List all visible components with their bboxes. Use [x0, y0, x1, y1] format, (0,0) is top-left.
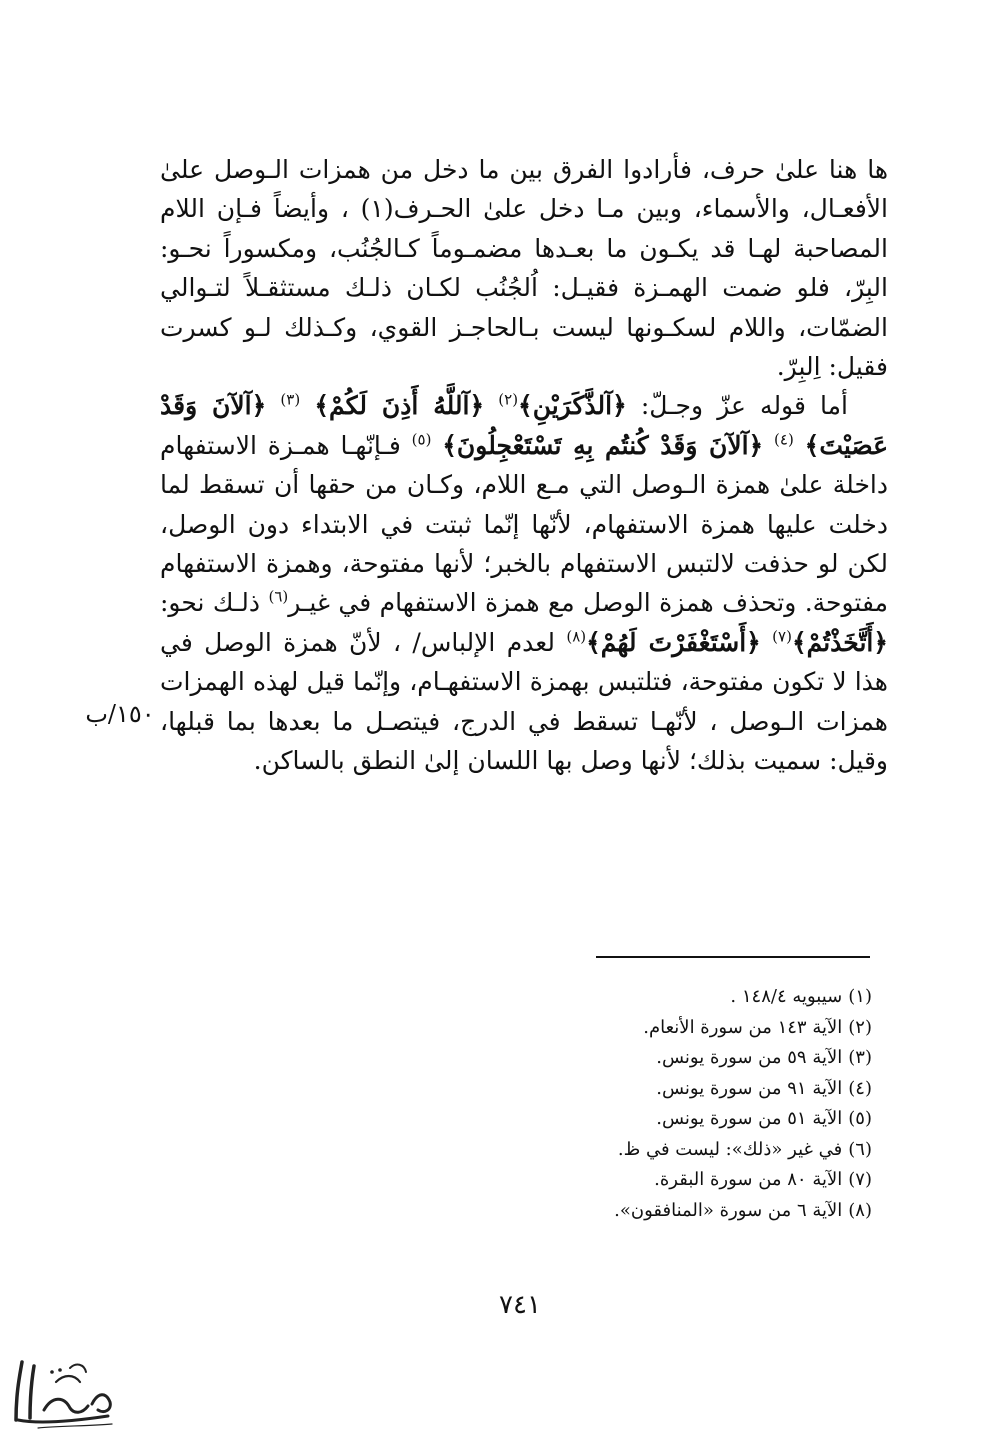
quran-quote-4: ﴿آلآنَ وَقَدْ كُنتُم بِهِ تَسْتَعْجِلُونَ﴾	[442, 430, 764, 460]
footnote-item	[560, 982, 872, 1013]
paragraph-2	[160, 386, 888, 780]
footnote-ref-8[interactable]: (٨)	[566, 627, 587, 646]
footnote-number: (٣)	[848, 1047, 872, 1068]
quran-quote-1: ﴿آلذَّكَرَيْنِ﴾	[518, 391, 627, 421]
footnote-ref-5[interactable]: (٥)	[411, 430, 432, 449]
paragraph-2-middle: فـإنّهـا همـزة الاستفهام داخلة علىٰ همزة الـوصل التي مـع اللام، وكـان من حقها أن تسقط لما دخلت عليها همزة الاستفهام، لأنّها إنّما ثبتت في الابتداء دون الوصل، لكن لو حذفت لالتبس الاستفهام بالخبر؛ لأنها مفتوحة، وهمزة الاستفهام مفتوحة. وتحذف همزة الوصل مع همزة الاستفهام في غيـر	[160, 430, 889, 618]
footnote-item	[560, 1165, 872, 1196]
footnote-text: سيبويه ١٤٨/٤ .	[730, 986, 843, 1007]
paragraph-2-middle-2: ذلـك نحو:	[160, 588, 261, 618]
footnote-item	[560, 1043, 872, 1074]
quran-quote-2: ﴿آللَّهُ أَذِنَ لَكُمْ﴾	[314, 391, 485, 421]
footnote-text: الآية ١٤٣ من سورة الأنعام.	[643, 1016, 843, 1038]
footnote-number: (٨)	[848, 1199, 872, 1221]
footnote-text: الآية ٩١ من سورة يونس.	[656, 1077, 843, 1099]
manuscript-folio-note: ١٥٠/ب	[85, 700, 155, 728]
footnote-divider	[596, 956, 870, 958]
footnote-number: (٤)	[848, 1077, 872, 1099]
footnote-number: (٢)	[848, 1016, 872, 1038]
footnote-ref-3[interactable]: (٣)	[280, 391, 301, 410]
quran-quote-5: ﴿أَتَّخَذْتُمْ﴾	[791, 627, 888, 657]
quran-quote-6: ﴿أَسْتَغْفَرْتَ لَهُمْ﴾	[586, 627, 761, 657]
footnote-text: الآية ٥٩ من سورة يونس.	[656, 1047, 843, 1068]
footnotes-list	[560, 982, 872, 1226]
quran-quote-3: ﴿آلآنَ وَقَدْ عَصَيْتَ﴾	[160, 391, 889, 460]
footnote-text: في غير «ذلك»: ليست في ظ.	[617, 1138, 843, 1160]
paragraph-2-end: لعدم الإلباس/ ، لأنّ همزة الوصل في هذا لا تكون مفتوحة، فتلتبس بهمزة الاستفهـام، وإنّما قيل لهذه الهمزات همزات الـوصل ، لأنّهـا تسقط في الدرج، فيتصـل ما بعدها بما قبلها، وقيل: سميت بذلك؛ لأنها وصل بها اللسان إلىٰ النطق بالساكن.	[160, 627, 888, 776]
footnote-item	[560, 1104, 872, 1135]
main-text	[160, 150, 888, 781]
footnote-ref-6[interactable]: (٦)	[268, 588, 289, 607]
footnote-number: (٦)	[848, 1138, 872, 1160]
calligraphy-logo-icon	[8, 1352, 120, 1432]
footnote-number: (٧)	[848, 1169, 872, 1190]
footnote-text: الآية ٥١ من سورة يونس.	[656, 1108, 843, 1129]
footnote-number: (١)	[848, 986, 872, 1007]
footnote-ref-4[interactable]: (٤)	[774, 430, 794, 449]
footnote-text: الآية ٨٠ من سورة البقرة.	[654, 1169, 843, 1190]
footnote-number: (٥)	[848, 1108, 872, 1129]
footnote-ref-7[interactable]: (٧)	[772, 627, 792, 646]
paragraph-2-start: أما قوله عزّ وجـلّ:	[640, 391, 849, 421]
page-number: ٧٤١	[499, 1290, 541, 1320]
footnote-item	[560, 1196, 872, 1227]
footnote-item	[560, 1074, 872, 1105]
paragraph-1: ها هنا علىٰ حرف، فأرادوا الفرق بين ما دخل من همزات الـوصل علىٰ الأفعـال، والأسماء، وبين مـا دخل علىٰ الحـرف(١) ، وأيضاً فـإن اللام المصاحبة لهـا قد يكـون ما بعـدها مضمـوماً كـالجُنُب، ومكسوراً نحـو: البِرّ، فلو ضمت الهمـزة فقيـل: اُلجُنُب لكـان ذلـك مستثقـلاً لتـوالي الضمّات، واللام لسكـونها ليست بـالحاجـز القوي، وكـذلك لـو كسرت فقيل: اِلبِرّ.	[160, 155, 889, 382]
footnote-item	[560, 1135, 872, 1166]
footnote-item	[560, 1013, 872, 1044]
footnote-ref-2[interactable]: (٢)	[498, 391, 519, 410]
footnote-text: الآية ٦ من سورة «المنافقون».	[614, 1199, 843, 1221]
